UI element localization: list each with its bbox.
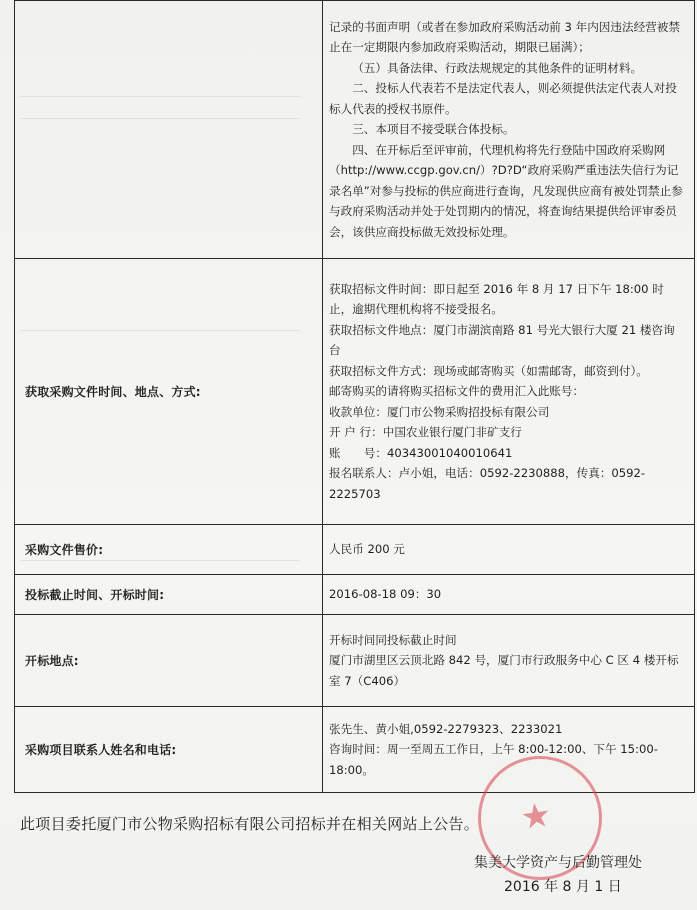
content-line: 开标时间同投标截止时间 [329, 632, 457, 647]
content-line: 邮寄购买的请将购买招标文件的费用汇入此账号： [329, 384, 585, 399]
content-line: 获取招标文件方式：现场或邮寄购买（如需邮寄，邮资到付）。 [329, 363, 648, 378]
table-row [15, 575, 695, 615]
announcement-table [14, 0, 695, 793]
content-line: 三、本项目不接受联合体投标。 [352, 122, 515, 137]
content-line: 四、在开标后至评审前，代理机构将先行登陆中国政府采购网（http://www.ccgp.gov.cn/）?D?D“政府采购严重违法失信行为记录名单”对参与投标的供应商进行查询，凡发现供应商有被处罚禁止参与政府采购活动并处于处罚期内的情况，将查询结果提供给评审委员会，该供应商投标做无效投标处理。 [329, 142, 683, 239]
content-line: 记录的书面声明（或者在参加政府采购活动前 3 年内因违法经营被禁止在一定期限内参加政府采购活动，期限已届满）； [329, 19, 680, 55]
row-content-requirements [323, 1, 695, 259]
content-line: 二、投标人代表若不是法定代表人，则必须提供法定代表人对投标人代表的授权书原件。 [329, 81, 677, 116]
content-line: 咨询时间：周一至周五工作日，上午 8:00-12:00、下午 15:00-18:00。 [329, 742, 658, 777]
content-line: 2016-08-18 09：30 [329, 587, 442, 602]
table-row [15, 707, 695, 793]
table-row [15, 1, 695, 259]
content-line: 报名联系人：卢小姐，电话：0592-2230888，传真：0592-2225703 [329, 466, 646, 501]
row-content-obtain-docs [323, 259, 695, 525]
row-label: 采购文件售价: [15, 525, 323, 575]
row-label: 投标截止时间、开标时间: [15, 575, 323, 615]
content-line: 厦门市湖里区云顶北路 842 号，厦门市行政服务中心 C 区 4 楼开标室 7（C406） [329, 653, 679, 688]
issuing-department: 集美大学资产与后勤管理处 [474, 855, 642, 871]
issue-date: 2016 年 8 月 1 日 [504, 879, 622, 895]
row-label [15, 1, 323, 259]
content-line: 开 户 行：中国农业银行厦门非矿支行 [329, 425, 522, 440]
content-line: 账 号：40343001040010641 [329, 445, 513, 460]
row-content-price [323, 525, 695, 575]
content-line: 收款单位：厦门市公物采购招投标有限公司 [329, 404, 550, 419]
content-line: （五）具备法律、行政法规规定的其他条件的证明材料。 [352, 60, 643, 75]
row-label: 采购项目联系人姓名和电话: [15, 707, 323, 793]
entrustment-note: 此项目委托厦门市公物采购招标有限公司招标并在相关网站上公告。 [20, 815, 480, 833]
content-line: 获取招标文件地点：厦门市湖滨南路 81 号光大银行大厦 21 楼咨询台 [329, 322, 675, 358]
star-icon: ★ [518, 794, 554, 839]
table-row [15, 525, 695, 575]
content-line: 人民币 200 元 [329, 542, 405, 557]
row-label: 获取采购文件时间、地点、方式: [15, 259, 323, 525]
table-row [15, 615, 695, 707]
row-label: 开标地点: [15, 615, 323, 707]
content-line: 获取招标文件时间：即日起至 2016 年 8 月 17 日下午 18:00 时止，逾期代理机构将不接受报名。 [329, 281, 664, 317]
content-line: 张先生、黄小姐,0592-2279323、2233021 [329, 721, 563, 736]
row-content-venue [323, 615, 695, 707]
row-content-deadline [323, 575, 695, 615]
table-row [15, 259, 695, 525]
